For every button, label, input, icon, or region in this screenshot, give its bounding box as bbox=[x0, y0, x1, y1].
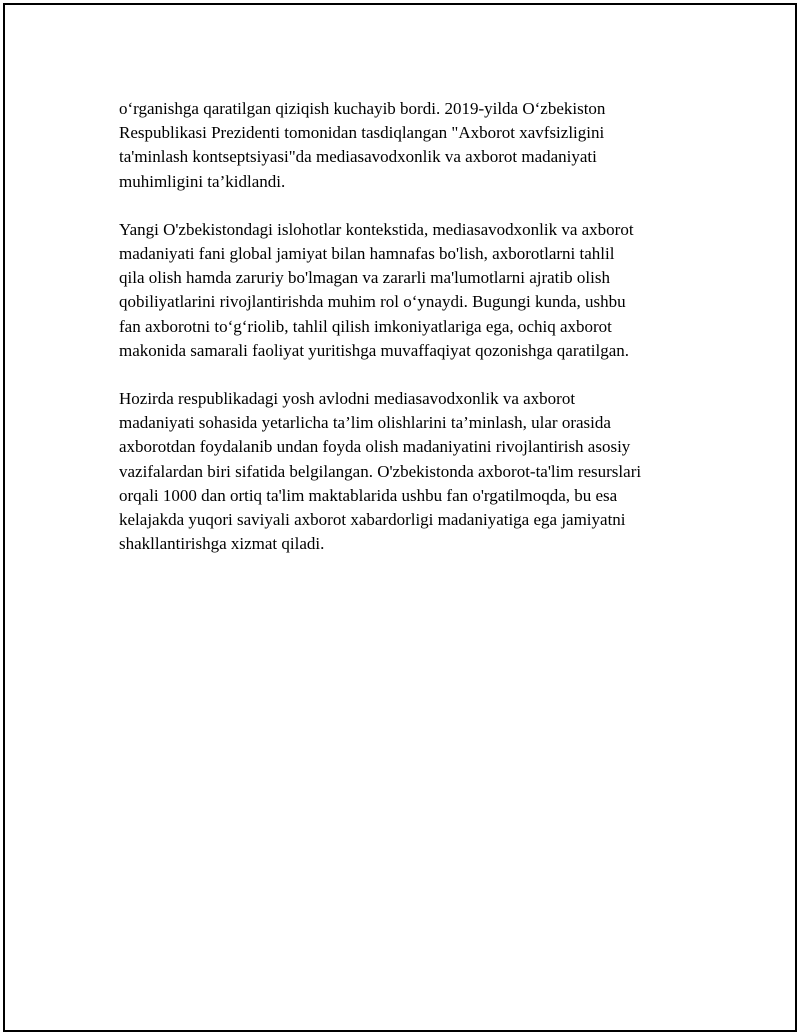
text-line: Yangi O'zbekistondagi islohotlar kontekstida, mediasavodxonlik va axborot bbox=[119, 219, 634, 239]
text-line: shakllantirishga xizmat qiladi. bbox=[119, 534, 325, 554]
text-line: vazifalardan biri sifatida belgilangan. O'zbekistonda axborot-ta'lim resurslari bbox=[119, 461, 642, 481]
text-line: o‘rganishga qaratilgan qiziqish kuchayib bordi. 2019-yilda O‘zbekiston bbox=[119, 99, 606, 118]
text-line: ta'minlash kontseptsiyasi"da mediasavodxonlik va axborot madaniyati bbox=[119, 147, 597, 167]
text-line: madaniyati fani global jamiyat bilan hamnafas bo'lish, axborotlarni tahlil bbox=[119, 244, 615, 264]
text-line: madaniyati sohasida yetarlicha ta’lim olishlarini ta’minlash, ular orasida bbox=[119, 413, 611, 433]
text-line: Hozirda respublikadagi yosh avlodni mediasavodxonlik va axborot bbox=[119, 389, 576, 409]
text-line: orqali 1000 dan ortiq ta'lim maktablarida ushbu fan o'rgatilmoqda, bu esa bbox=[119, 485, 618, 505]
document-body bbox=[119, 97, 699, 580]
text-line: qobiliyatlarini rivojlantirishda muhim rol o‘ynaydi. Bugungi kunda, ushbu bbox=[119, 292, 626, 312]
text-line: Respublikasi Prezidenti tomonidan tasdiqlangan "Axborot xavfsizligini bbox=[119, 123, 605, 143]
paragraph-1 bbox=[119, 97, 699, 194]
text-line: qila olish hamda zaruriy bo'lmagan va zararli ma'lumotlarni ajratib olish bbox=[119, 268, 610, 288]
paragraph-2 bbox=[119, 218, 699, 363]
text-line: makonida samarali faoliyat yuritishga muvaffaqiyat qozonishga qaratilgan. bbox=[119, 340, 629, 360]
text-line: fan axborotni to‘g‘riolib, tahlil qilish imkoniyatlariga ega, ochiq axborot bbox=[119, 316, 612, 336]
text-line: muhimligini ta’kidlandi. bbox=[119, 171, 286, 191]
paragraph-3 bbox=[119, 387, 699, 556]
text-line: kelajakda yuqori saviyali axborot xabardorligi madaniyatiga ega jamiyatni bbox=[119, 510, 626, 530]
page-frame bbox=[3, 3, 797, 1032]
text-line: axborotdan foydalanib undan foyda olish madaniyatini rivojlantirish asosiy bbox=[119, 437, 631, 457]
